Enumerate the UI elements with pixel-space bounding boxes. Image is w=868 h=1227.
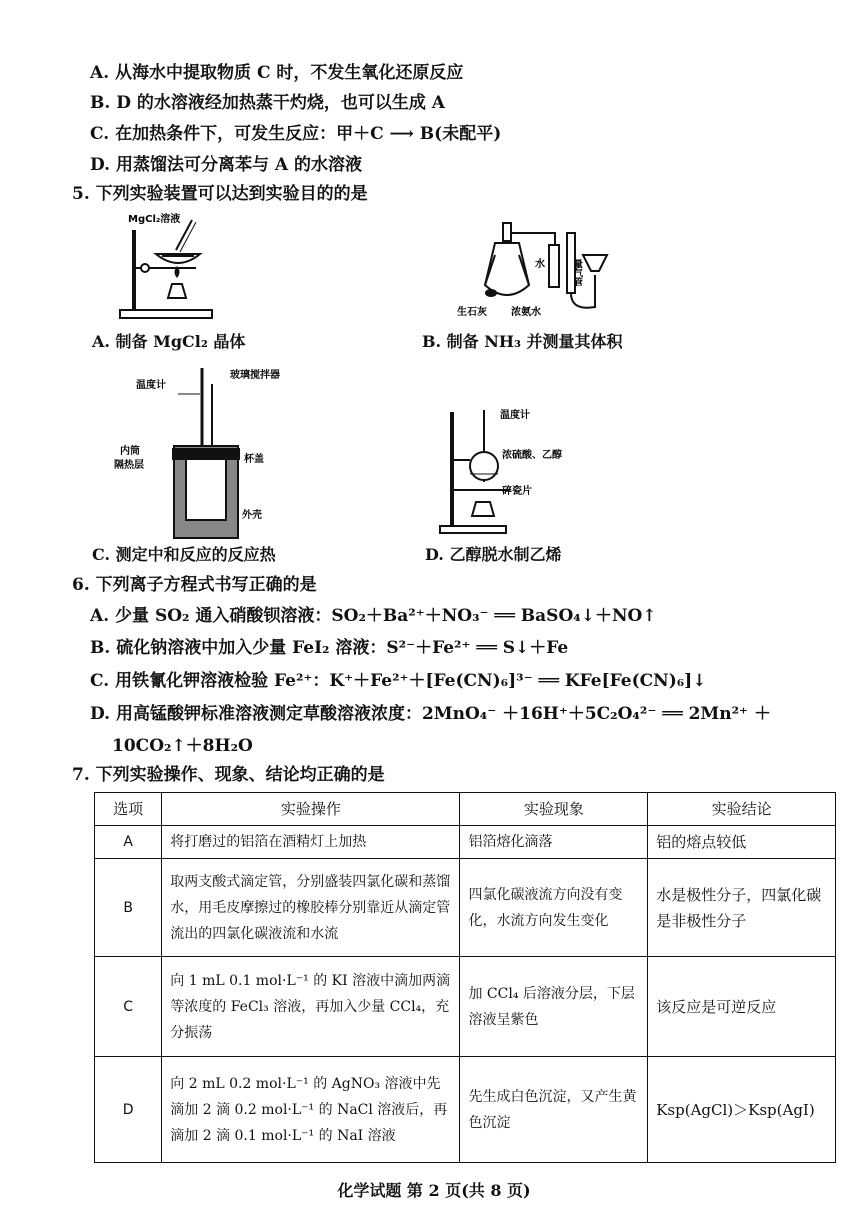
cell-operation: 向 1 mL 0.1 mol·L⁻¹ 的 KI 溶液中滴加两滴等浓度的 FeCl₃ 溶液，再加入少量 CCl₄，充分振荡 [162,957,460,1057]
table-row [95,957,836,1057]
q5c-label-lid: 杯盖 [244,454,264,465]
q6-option-a: A. 少量 SO₂ 通入硝酸钡溶液：SO₂＋Ba²⁺＋NO₃⁻ ══ BaSO₄↓＋NO↑ [90,606,657,626]
q7-stem: 7. 下列实验操作、现象、结论均正确的是 [72,765,385,785]
q5-apparatus-b-figure [455,215,625,325]
cell-conclusion: 该反应是可逆反应 [648,957,836,1057]
q4-option-d: D. 用蒸馏法可分离苯与 A 的水溶液 [90,155,362,175]
q5d-label-chips: 碎瓷片 [502,486,532,497]
cell-phenomenon: 铝箔熔化滴落 [460,826,648,859]
q5d-label-thermometer: 温度计 [500,410,530,421]
q5d-label-reagents: 浓硫酸、乙醇 [502,450,562,461]
cell-option: D [95,1057,162,1163]
q5b-label-ammonia: 浓氨水 [511,307,541,318]
cell-conclusion: 水是极性分子，四氯化碳是非极性分子 [648,859,836,957]
q5-apparatus-a-figure [120,210,220,328]
cell-operation: 将打磨过的铝箔在酒精灯上加热 [162,826,460,859]
q5b-label-water: 水 [535,259,545,270]
q5c-label-stirrer: 玻璃搅拌器 [230,370,280,381]
q5a-label-mgcl2: MgCl₂溶液 [128,214,181,225]
q5-caption-c: C. 测定中和反应的反应热 [92,545,276,564]
q6-option-d: D. 用高锰酸钾标准溶液测定草酸溶液浓度：2MnO₄⁻ ＋16H⁺＋5C₂O₄²⁻ ══ 2Mn²⁺ ＋ [90,704,771,724]
q5-caption-b: B. 制备 NH₃ 并测量其体积 [422,332,623,351]
q5-apparatus-c-figure [112,364,280,544]
q6-option-c: C. 用铁氰化钾溶液检验 Fe²⁺：K⁺＋Fe²⁺＋[Fe(CN)₆]³⁻ ══ KFe[Fe(CN)₆]↓ [90,671,707,691]
header-option: 选项 [95,793,162,826]
q4-option-b: B. D 的水溶液经加热蒸干灼烧，也可以生成 A [90,93,445,113]
cell-conclusion: 铝的熔点较低 [648,826,836,859]
cell-operation: 向 2 mL 0.2 mol·L⁻¹ 的 AgNO₃ 溶液中先滴加 2 滴 0.2 mol·L⁻¹ 的 NaCl 溶液后，再滴加 2 滴 0.1 mol·L⁻¹ 的 NaI 溶液 [162,1057,460,1163]
page-footer: 化学试题 第 2 页(共 8 页) [337,1181,531,1200]
q5b-label-burette: 量气管 [572,259,582,286]
table-header-row [95,793,836,826]
q6-option-d-cont: 10CO₂↑＋8H₂O [112,736,253,756]
q5c-label-thermometer: 温度计 [136,380,166,391]
q5-caption-d: D. 乙醇脱水制乙烯 [425,545,562,564]
cell-option: B [95,859,162,957]
q5-apparatus-d-figure [440,402,590,542]
q5c-label-inner: 内筒 [120,446,140,457]
q7-table [94,792,836,1163]
q5b-label-lime: 生石灰 [457,307,487,318]
cell-option: A [95,826,162,859]
header-operation: 实验操作 [162,793,460,826]
q5-stem: 5. 下列实验装置可以达到实验目的的是 [72,184,368,204]
table-row [95,859,836,957]
q5c-label-insulation: 隔热层 [114,460,144,471]
q4-option-c: C. 在加热条件下，可发生反应：甲＋C ⟶ B(未配平) [90,124,502,144]
cell-option: C [95,957,162,1057]
cell-phenomenon: 先生成白色沉淀，又产生黄色沉淀 [460,1057,648,1163]
table-row [95,1057,836,1163]
q6-stem: 6. 下列离子方程式书写正确的是 [72,575,317,595]
cell-conclusion: Ksp(AgCl)＞Ksp(AgI) [648,1057,836,1163]
cell-phenomenon: 四氯化碳液流方向没有变化，水流方向发生变化 [460,859,648,957]
header-conclusion: 实验结论 [648,793,836,826]
cell-operation: 取两支酸式滴定管，分别盛装四氯化碳和蒸馏水，用毛皮摩擦过的橡胶棒分别靠近从滴定管流出的四氯化碳液流和水流 [162,859,460,957]
q4-option-a: A. 从海水中提取物质 C 时，不发生氧化还原反应 [90,63,464,83]
q5c-label-shell: 外壳 [242,510,262,521]
cell-phenomenon: 加 CCl₄ 后溶液分层，下层溶液呈紫色 [460,957,648,1057]
q6-option-b: B. 硫化钠溶液中加入少量 FeI₂ 溶液：S²⁻＋Fe²⁺ ══ S↓＋Fe [90,638,569,658]
header-phenomenon: 实验现象 [460,793,648,826]
table-row [95,826,836,859]
q5-caption-a: A. 制备 MgCl₂ 晶体 [92,332,246,351]
